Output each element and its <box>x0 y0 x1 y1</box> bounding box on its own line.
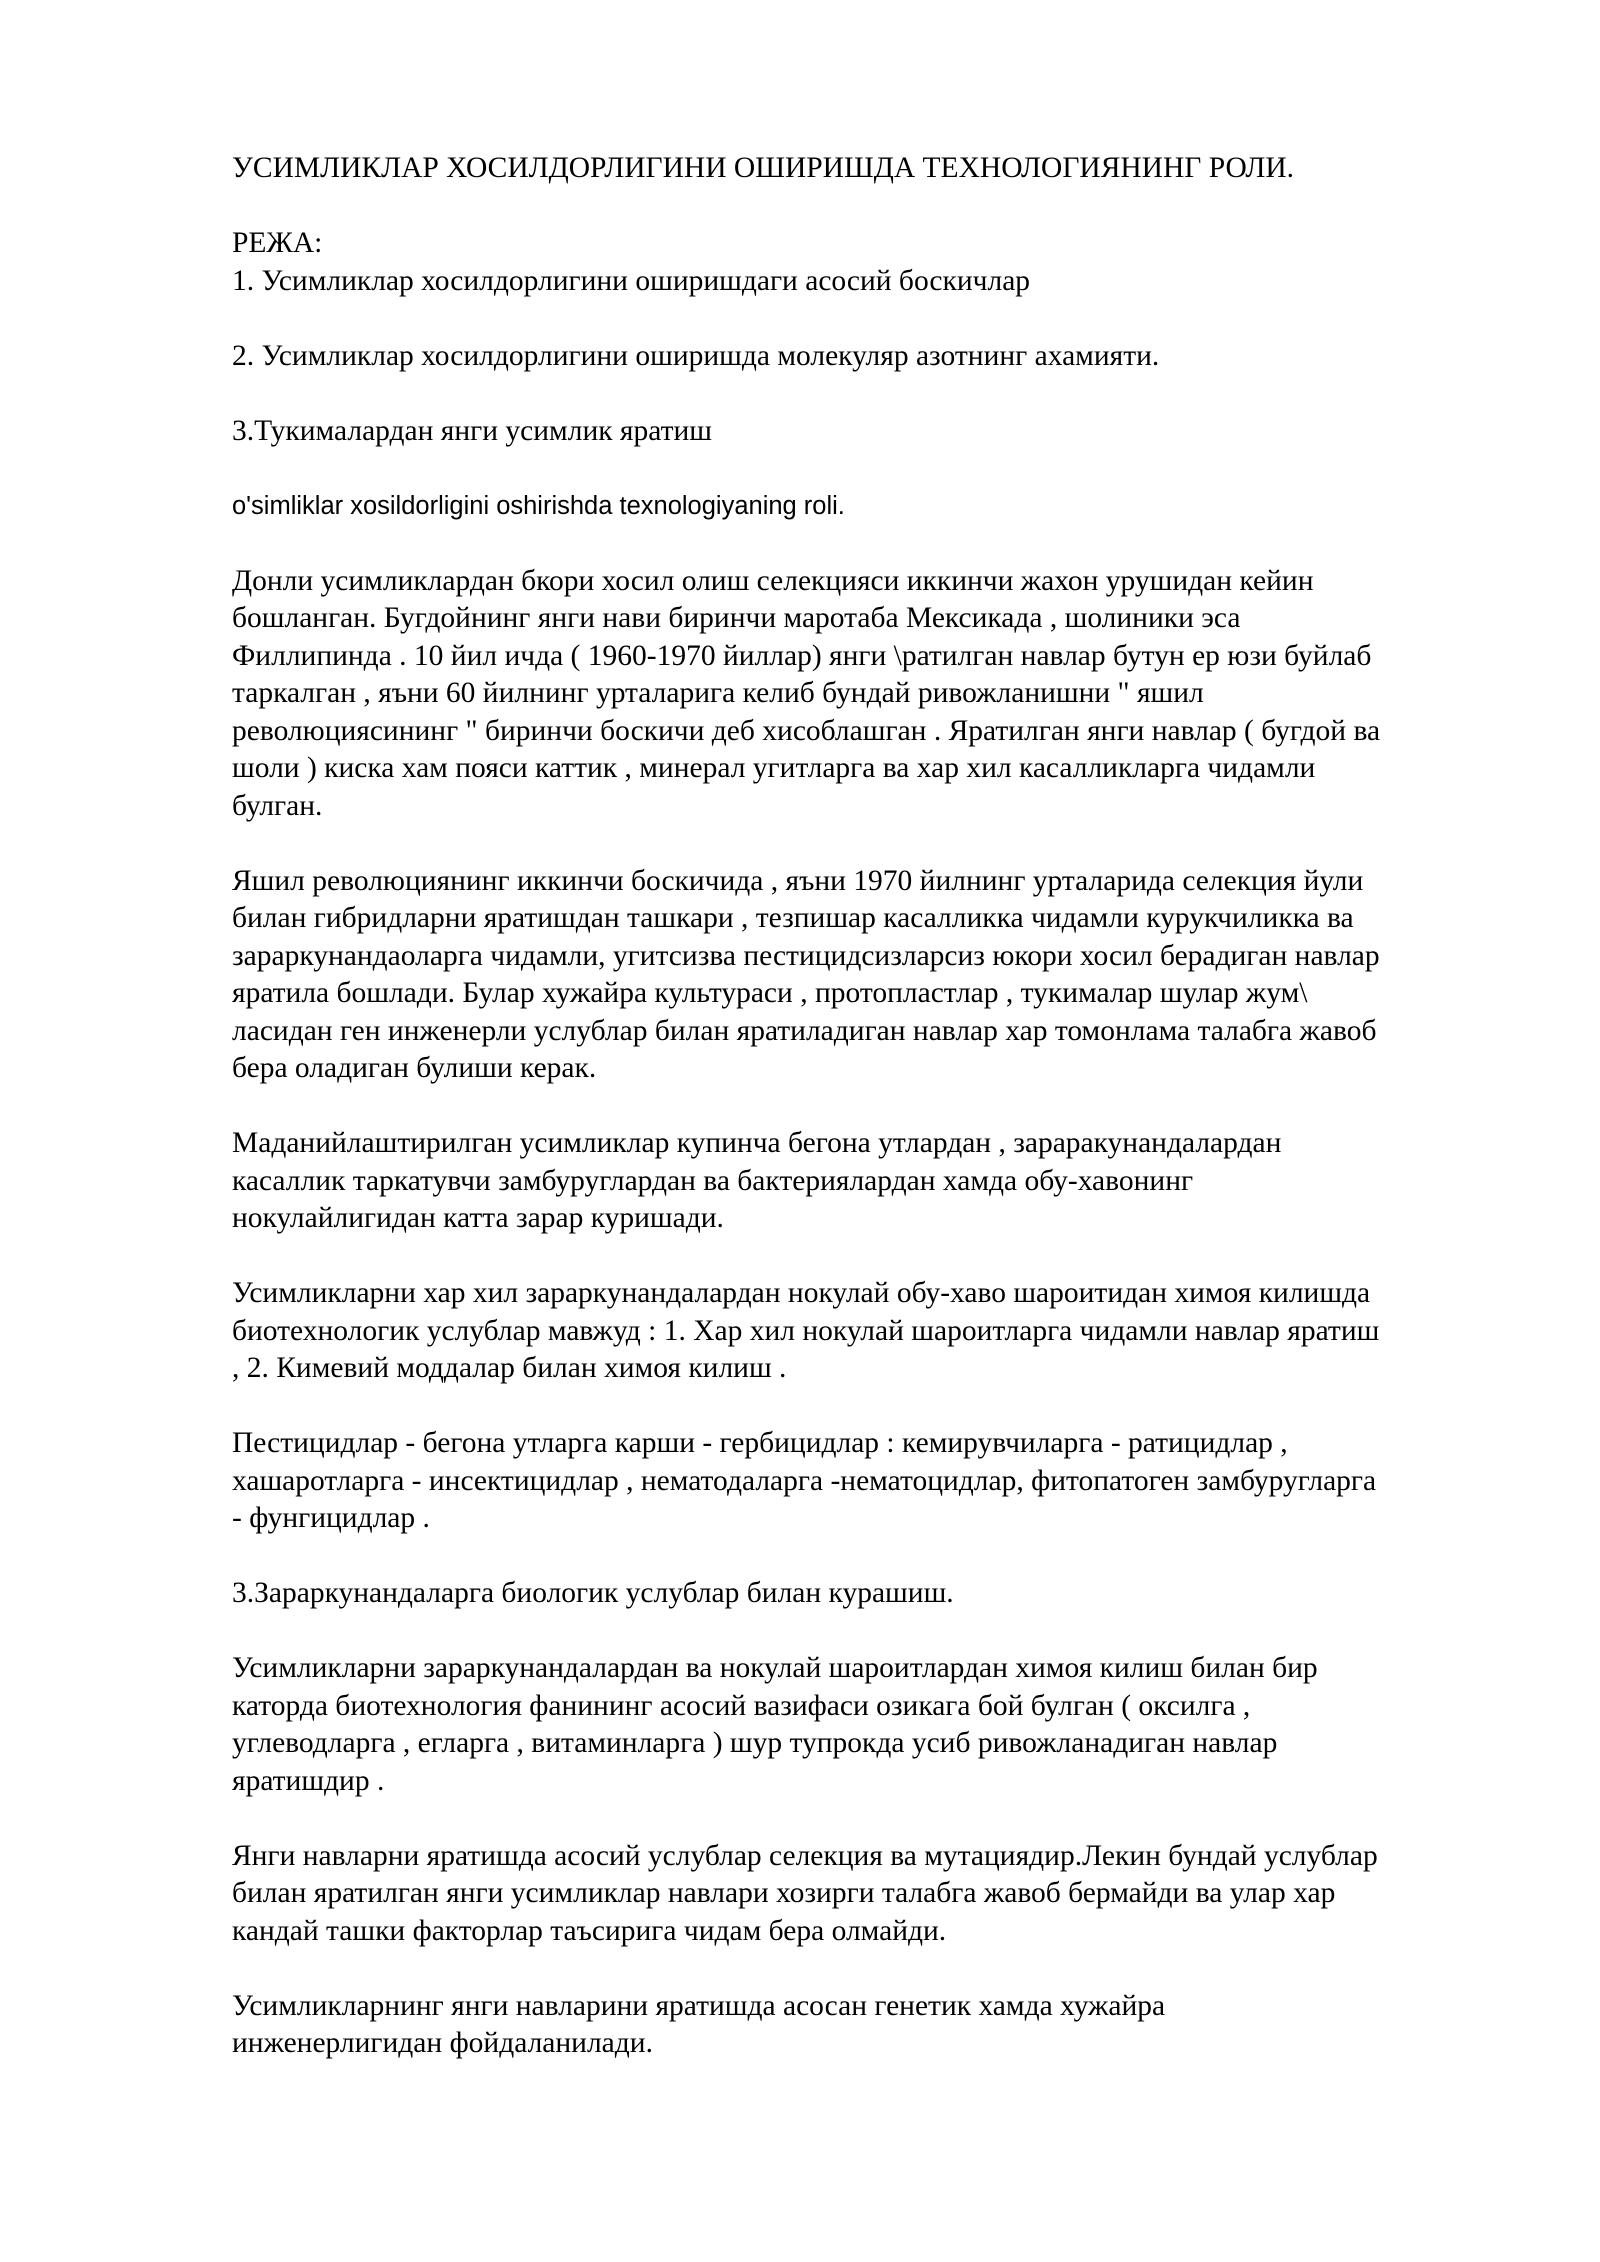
plan-item-1: 1. Усимликлар хосилдорлигини оширишдаги асосий боскичлар <box>232 264 1031 297</box>
paragraph: Пестицидлар - бегона утларга карши - гербицидлар : кемирувчиларга - ратицидлар , хашаротларга - инсектицидлар , нематодаларга -нематоцидлар, фитопатоген замбуругларга - фунгицидлар . <box>232 1427 1377 1534</box>
paragraph: Усимликларнинг янги навларини яратишда асосан генетик хамда хужайра инженерлигидан фойдаланилади. <box>232 1989 1166 2059</box>
paragraph: Усимликларни зараркунандалардан ва нокулай шароитлардан химоя килиш билан бир каторда биотехнология фанининг асосий вазифаси озикага бой булган ( оксилга , углеводларга , егларга , витаминларга ) шур тупрокда усиб ривожланадиган навлар яратишдир . <box>232 1652 1318 1797</box>
paragraph: Янги навларни яратишда асосий услублар селекция ва мутациядир.Лекин бундай услублар билан яратилган янги усимликлар навлари хозирги талабга жавоб бермайди ва улар хар кандай ташки факторлар таъсирига чидам бера олмайди. <box>232 1839 1378 1947</box>
plan-item-2: 2. Усимликлар хосилдорлигини оширишда молекуляр азотнинг ахамияти. <box>232 339 1160 372</box>
section-heading: 3.Зараркунандаларга биологик услублар билан курашиш. <box>232 1577 954 1609</box>
paragraph: Усимликларни хар хил зараркунандалардан нокулай обу-хаво шароитидан химоя килишда биотехнологик услублар мавжуд : 1. Хар хил нокулай шароитларга чидамли навлар яратиш , 2. Кимевий моддалар билан химоя килиш . <box>232 1277 1380 1384</box>
plan-item-3: 3.Тукималардан янги усимлик яратиш <box>232 414 712 447</box>
paragraph: Донли усимликлардан бкори хосил олиш селекцияси иккинчи жахон урушидан кейин бошланган. Бугдойнинг янги нави биринчи маротаба Мексикада , шолиники эса Филлипинда . 10 йил ичда ( 1960-1970 йиллар) янги \ратилган навлар бутун ер юзи буйлаб таркалган , яъни 60 йилнинг урталарига келиб бундай ривожланишни " яшил революциясининг " биринчи боскичи деб хисоблашган . Яратилган янги навлар ( бугдой ва шоли ) киска хам пояси каттик , минерал угитларга ва хар хил касалликларга чидамли булган. <box>232 564 1381 822</box>
document-page <box>232 150 1512 2063</box>
document-title: УСИМЛИКЛАР ХОСИЛДОРЛИГИНИ ОШИРИШДА ТЕХНОЛОГИЯНИНГ РОЛИ. <box>232 152 1294 184</box>
paragraph: Маданийлаштирилган усимликлар купинча бегона утлардан , зараракунандалардан касаллик таркатувчи замбуруглардан ва бактериялардан хамда обу-хавонинг нокулайлигидан катта зарар куришади. <box>232 1127 1282 1234</box>
plan-label: РЕЖА: <box>232 227 323 259</box>
latin-title: o'simliklar xosildorligini oshirishda texnologiyaning roli. <box>232 491 845 520</box>
paragraph: Яшил революциянинг иккинчи боскичида , яъни 1970 йилнинг урталарида селекция йули билан гибридларни яратишдан ташкари , тезпишар касалликка чидамли курукчиликка ва зараркунандаоларга чидамли, угитсизва пестицидсизларсиз юкори хосил берадиган навлар яратила бошлади. Булар хужайра культураси , протопластлар , тукималар шулар жум\ ласидан ген инженерли услублар билан яратиладиган навлар хар томонлама талабга жавоб бера оладиган булиши керак. <box>232 864 1380 1084</box>
